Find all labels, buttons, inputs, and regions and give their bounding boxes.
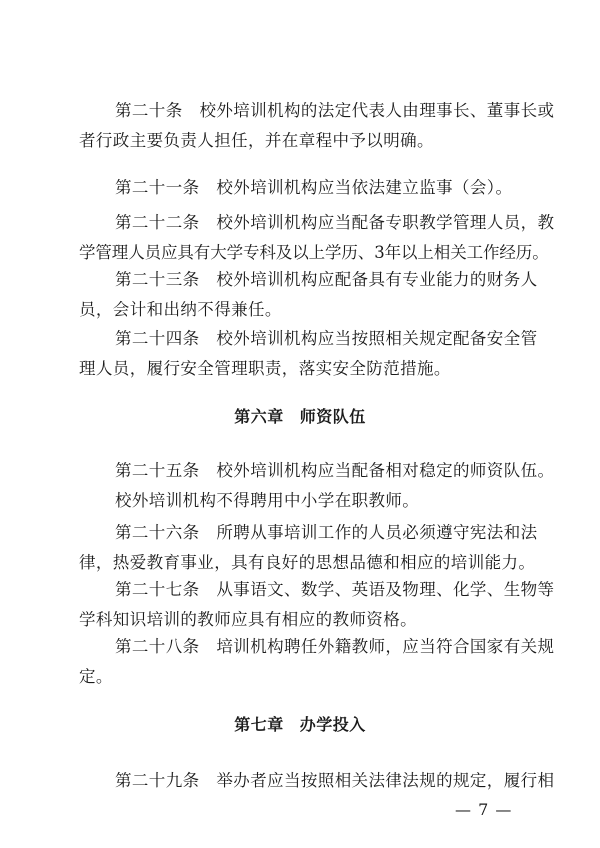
- article-22: [79, 208, 555, 268]
- article-21: [79, 173, 539, 203]
- article-22-line-2: 学管理人员应具有大学专科及以上学历、3年以上相关工作经历。: [79, 243, 549, 262]
- article-23-line-1: 第二十三条 校外培训机构应配备具有专业能力的财务人: [115, 270, 538, 289]
- article-23: [79, 265, 539, 325]
- article-29: [79, 766, 555, 796]
- article-29-line-1: 第二十九条 举办者应当按照相关法律法规的规定，履行相: [115, 771, 555, 790]
- chapter-7-title: 办学投入: [299, 715, 366, 734]
- article-24-line-1: 第二十四条 校外培训机构应当按照相关规定配备安全管: [115, 329, 538, 348]
- article-20-line-2: 者行政主要负责人担任，并在章程中予以明确。: [79, 131, 434, 150]
- article-27-line-2: 学科知识培训的教师应具有相应的教师资格。: [79, 610, 417, 629]
- chapter-7-number: 第七章: [234, 715, 284, 734]
- article-28-line-2: 定。: [79, 667, 113, 686]
- article-28: [79, 632, 555, 692]
- article-25-cont: [79, 486, 539, 516]
- article-24-line-2: 理人员，履行安全管理职责，落实安全防范措施。: [79, 359, 451, 378]
- article-22-line-1: 第二十二条 校外培训机构应当配备专职教学管理人员，教: [115, 213, 555, 232]
- chapter-7-heading: [0, 712, 600, 735]
- article-23-line-2: 员，会计和出纳不得兼任。: [79, 300, 282, 319]
- article-21-line-1: 第二十一条 校外培训机构应当依法建立监事（会）。: [115, 178, 513, 197]
- article-26-line-1: 第二十六条 所聘从事培训工作的人员必须遵守宪法和法: [115, 523, 538, 542]
- chapter-6-number: 第六章: [234, 407, 284, 426]
- chapter-6-title: 师资队伍: [299, 407, 366, 426]
- article-25-cont-line-1: 校外培训机构不得聘用中小学在职教师。: [115, 491, 420, 510]
- article-28-line-1: 第二十八条 培训机构聘任外籍教师，应当符合国家有关规: [115, 637, 555, 656]
- article-20-line-1: 第二十条 校外培训机构的法定代表人由理事长、董事长或: [115, 101, 555, 120]
- article-26: [79, 518, 539, 578]
- article-27-line-1: 第二十七条 从事语文、数学、英语及物理、化学、生物等: [115, 580, 555, 599]
- article-26-line-2: 律，热爱教育事业，具有良好的思想品德和相应的培训能力。: [79, 553, 536, 572]
- article-25-line-1: 第二十五条 校外培训机构应当配备相对稳定的师资队伍。: [115, 461, 555, 480]
- article-27: [79, 575, 555, 635]
- article-20: [79, 96, 555, 156]
- article-25: [79, 456, 555, 486]
- page-number: — 7 —: [455, 800, 513, 819]
- article-24: [79, 324, 539, 384]
- chapter-6-heading: [0, 404, 600, 427]
